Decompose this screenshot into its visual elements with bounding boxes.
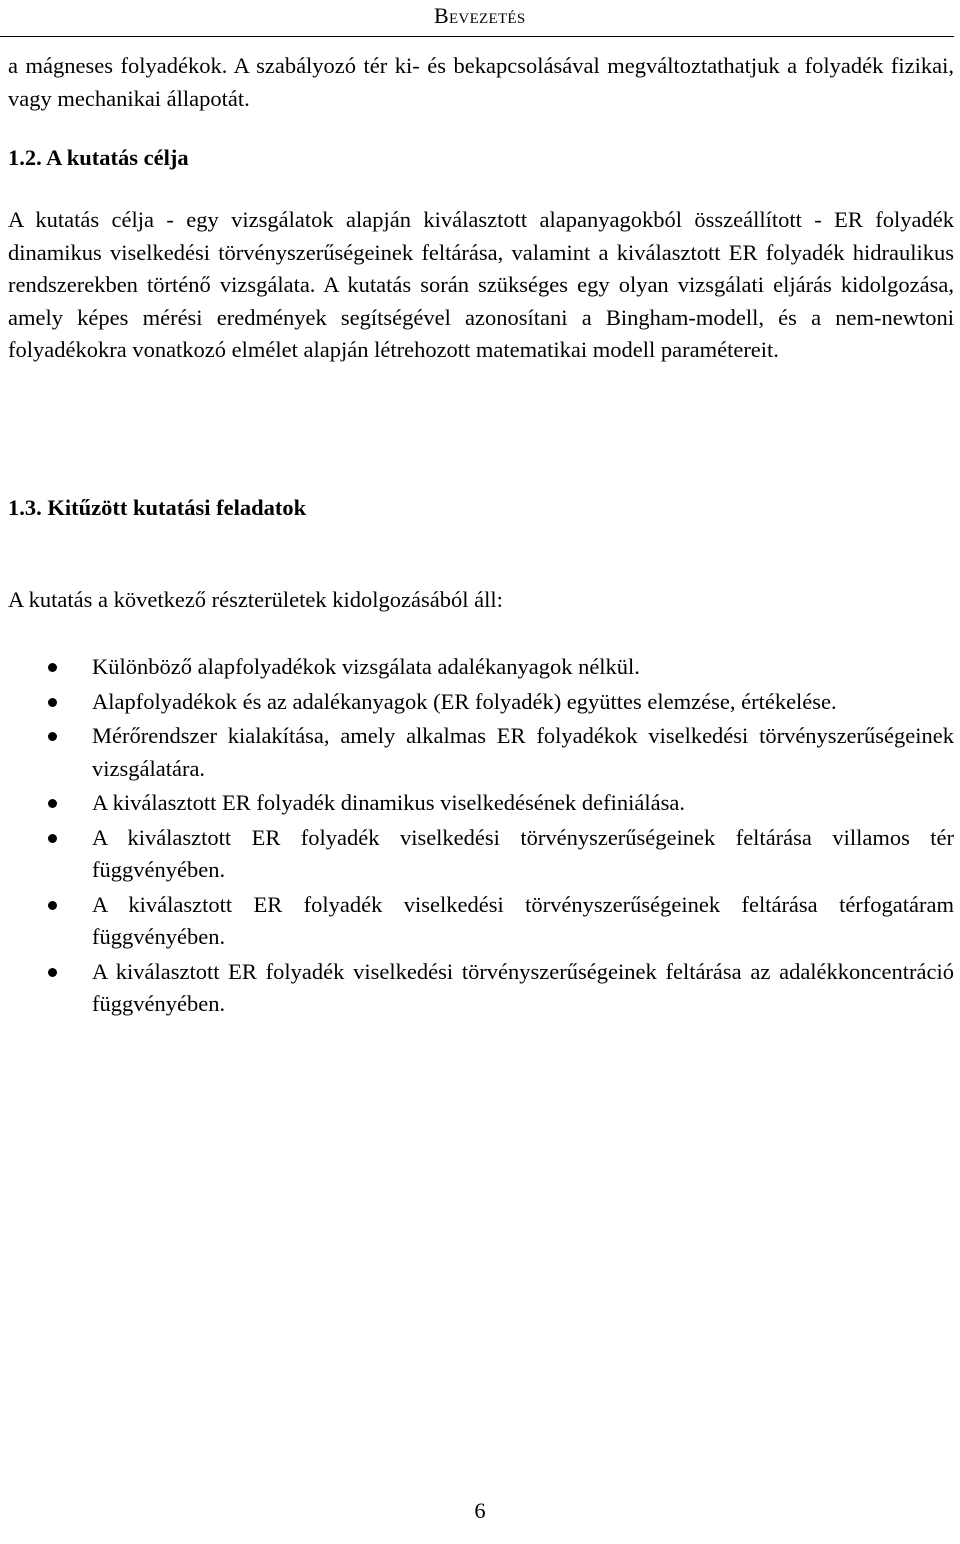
- bullet-icon: [48, 968, 57, 977]
- section-heading-1-2: 1.2. A kutatás célja: [8, 145, 189, 170]
- list-item-text: Mérőrendszer kialakítása, amely alkalmas ER folyadékok viselkedési törvényszerűségeinek vizsgálatára.: [92, 723, 954, 781]
- bullet-icon: [48, 901, 57, 910]
- list-item-text: A kiválasztott ER folyadék dinamikus viselkedésének definiálása.: [92, 790, 685, 815]
- section-1-3-paragraph: A kutatás a következő részterületek kidolgozásából áll:: [8, 587, 503, 612]
- list-item-text: Alapfolyadékok és az adalékanyagok (ER folyadék) együttes elemzése, értékelése.: [92, 688, 837, 714]
- list-item-text: Különböző alapfolyadékok vizsgálata adalékanyagok nélkül.: [92, 654, 640, 679]
- list-item-text: A kiválasztott ER folyadék viselkedési törvényszerűségeinek feltárása az adalékkoncentráció függvényében.: [92, 958, 954, 1016]
- section-heading-1-3: 1.3. Kitűzött kutatási feladatok: [8, 495, 307, 520]
- intro-paragraph: a mágneses folyadékok. A szabályozó tér ki- és bekapcsolásával megváltoztathatjuk a folyadék fizikai, vagy mechanikai állapotát.: [8, 53, 954, 111]
- bullet-icon: [48, 799, 57, 808]
- list-item: [0, 651, 954, 684]
- bullet-icon: [48, 698, 57, 707]
- section-1-2-paragraph: A kutatás célja - egy vizsgálatok alapján kiválasztott alapanyagokból összeállított - ER folyadék dinamikus viselkedési törvényszerűségeinek feltárása, valamint a kiválasztott ER folyadék hidraulikus rendszerekben történő vizsgálata. A kutatás során szükséges egy olyan vizsgálati eljárás kidolgozása, amely képes mérési eredmények segítségével azonosítani a Bingham-modell, és a nem-newtoni folyadékokra vonatkozó elmélet alapján létrehozott matematikai modell paramétereit.: [8, 207, 954, 362]
- list-item: [0, 686, 954, 719]
- bullet-icon: [48, 834, 57, 843]
- list-item: [0, 822, 954, 887]
- page-number: 6: [474, 1498, 486, 1523]
- list-item: [0, 956, 954, 1021]
- bullet-icon: [48, 732, 57, 741]
- task-bullet-list: [0, 651, 954, 1023]
- list-item: [0, 889, 954, 954]
- bullet-icon: [48, 663, 57, 672]
- list-item-text: A kiválasztott ER folyadék viselkedési törvényszerűségeinek feltárása villamos tér függvényében.: [92, 824, 954, 882]
- list-item: [0, 787, 954, 820]
- list-item-text: A kiválasztott ER folyadék viselkedési törvényszerűségeinek feltárása térfogatáram függvényében.: [92, 891, 954, 949]
- list-item: [0, 720, 954, 785]
- header-rule: [0, 36, 954, 37]
- running-head-title: Bevezetés: [434, 3, 526, 28]
